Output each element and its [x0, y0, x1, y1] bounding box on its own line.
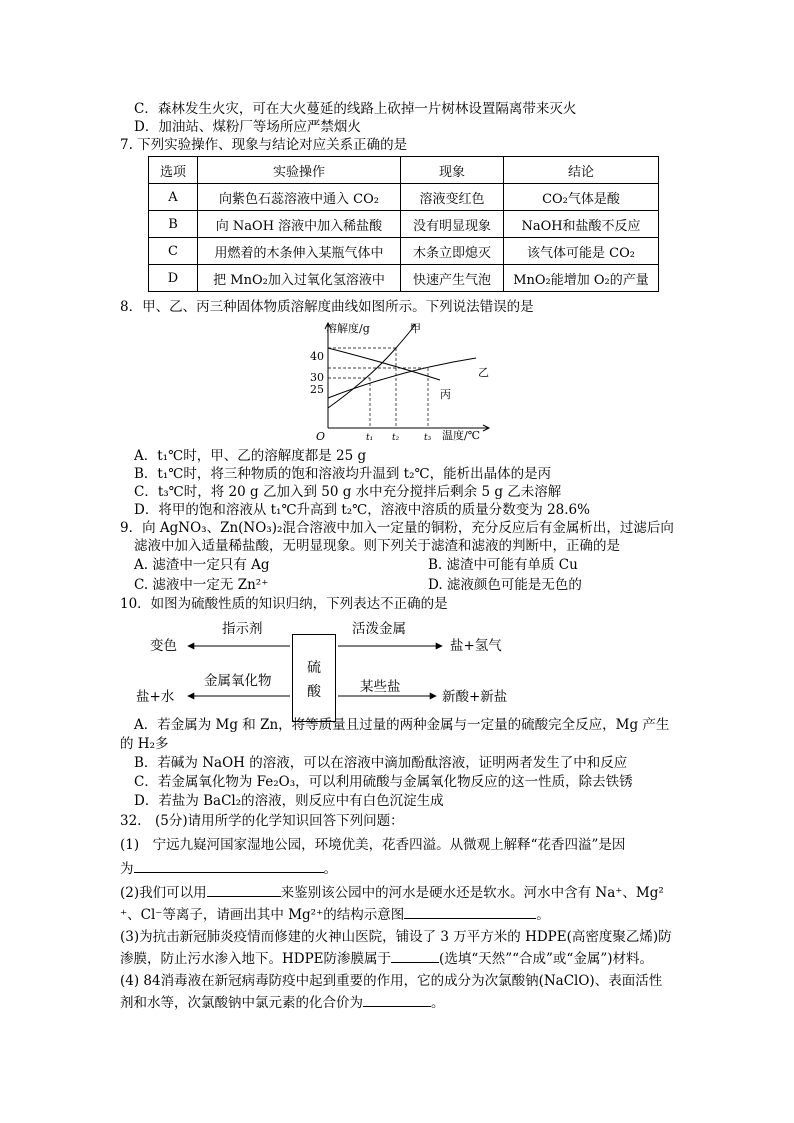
table-row: [149, 238, 659, 265]
table-cell: CO₂气体是酸: [504, 184, 659, 211]
q9-stem-line1: 9．向 AgNO₃、Zn(NO₃)₂混合溶液中加入一定量的铜粉，充分反应后有金属析出，过滤后向: [120, 520, 674, 536]
table-cell: NaOH和盐酸不反应: [504, 211, 659, 238]
label-some-salt: 某些盐: [360, 679, 401, 695]
q10-option-d: D．若盐为 BaCl₂的溶液，则反应中有白色沉淀生成: [134, 793, 444, 809]
table-header: 选项: [149, 157, 198, 184]
q32-1-line2: [120, 860, 337, 878]
q32-4-prefix: 剂和水等，次氯酸钠中氯元素的化合价为: [120, 995, 363, 1011]
q10-option-a-line2: 的 H₂多: [120, 736, 169, 752]
q10-option-b: B．若碱为 NaOH 的溶液，可以在溶液中滴加酚酞溶液，证明两者发生了中和反应: [134, 755, 628, 771]
table-cell: A: [149, 184, 198, 211]
q32-stem: 32. (5分)请用所学的化学知识回答下列问题：: [120, 813, 404, 829]
q32-1-line1: (1) 宁远九嶷河国家湿地公园，环境优美，花香四溢。从微观上解释“花香四溢”是因: [120, 837, 626, 853]
q8-option-b: B．t₁℃时，将三种物质的饱和溶液均升温到 t₂℃，能析出晶体的是丙: [134, 466, 552, 482]
q9-option-a: A. 滤渣中一定只有 Ag: [134, 557, 270, 573]
q10-stem: 10．如图为硫酸性质的知识归纳，下列表达不正确的是: [120, 596, 448, 612]
chart-x-tick: t₃: [424, 433, 432, 443]
q6-option-c: C．森林发生火灾，可在大火蔓延的线路上砍掉一片树林设置隔离带来灭火: [134, 101, 577, 117]
q32-2-line2: [120, 906, 550, 924]
table-cell: 向紫色石蕊溶液中通入 CO₂: [198, 184, 401, 211]
table-header: 结论: [504, 157, 659, 184]
series-label-yi: 乙: [478, 366, 489, 379]
q32-2-blank-diagram[interactable]: [404, 906, 536, 919]
q8-option-c: C．t₃℃时，将 20 g 乙加入到 50 g 水中充分搅拌后剩余 5 g 乙未溶解: [134, 484, 562, 500]
label-active-metal: 活泼金属: [352, 621, 406, 637]
q32-3-line2: [120, 950, 653, 968]
table-row: [149, 265, 659, 292]
chart-y-tick: 30: [310, 371, 324, 384]
chart-x-tick: t₁: [366, 433, 374, 443]
series-label-jia: 甲: [410, 322, 421, 335]
table-cell: 把 MnO₂加入过氧化氢溶液中: [198, 265, 401, 292]
label-color-change: 变色: [150, 638, 177, 654]
table-cell: D: [149, 265, 198, 292]
table-header-row: [149, 157, 659, 184]
q32-2-prefix: (2)我们可以用: [120, 885, 207, 901]
q7-stem: 7. 下列实验操作、现象与结论对应关系正确的是: [120, 137, 408, 153]
q32-2-line2-end: 。: [536, 907, 550, 923]
q32-2-line2-prefix: ⁺、Cl⁻等离子，请画出其中 Mg²⁺的结构示意图: [120, 907, 405, 923]
q9-option-d: D. 滤液颜色可能是无色的: [428, 577, 582, 593]
chart-origin-label: O: [316, 430, 326, 443]
label-metal-oxide: 金属氧化物: [204, 673, 272, 689]
q10-option-a-line1: A．若金属为 Mg 和 Zn，将等质量且过量的两种金属与一定量的硫酸完全反应，Mg 产生: [134, 717, 670, 733]
q7-table: [148, 156, 659, 292]
table-cell: 没有明显现象: [401, 211, 504, 238]
q9-option-c: C. 滤液中一定无 Zn²⁺: [134, 577, 269, 593]
table-cell: MnO₂能增加 O₂的产量: [504, 265, 659, 292]
q32-1-prefix: 为: [120, 861, 134, 877]
solubility-chart: [300, 316, 500, 446]
q32-3-blank[interactable]: [391, 950, 439, 963]
q9-option-b: B. 滤渣中可能有单质 Cu: [428, 557, 578, 573]
q32-2-line1: [120, 884, 664, 902]
table-cell: C: [149, 238, 198, 265]
table-header: 实验操作: [198, 157, 401, 184]
chart-y-tick: 25: [310, 383, 324, 396]
table-row: [149, 184, 659, 211]
q32-4-end: 。: [431, 995, 445, 1011]
label-salt-water: 盐+水: [136, 689, 175, 705]
q8-option-a: A．t₁℃时，甲、乙的溶解度都是 25 g: [134, 448, 367, 464]
table-header: 现象: [401, 157, 504, 184]
table-cell: B: [149, 211, 198, 238]
series-line-jia: [328, 324, 415, 408]
q32-3-suffix: (选填“天然”“合成”或“金属”)材料。: [439, 951, 653, 967]
chart-y-tick: 40: [310, 350, 324, 363]
q9-stem-line2: 滤液中加入适量稀盐酸，无明显现象。则下列关于滤渣和滤液的判断中，正确的是: [134, 538, 620, 554]
chart-ylabel: 溶解度/g: [326, 322, 370, 335]
table-cell: 用燃着的木条伸入某瓶气体中: [198, 238, 401, 265]
q32-3-prefix: 渗膜，防止污水渗入地下。HDPE防渗膜属于: [120, 951, 392, 967]
table-row: [149, 211, 659, 238]
table-cell: 木条立即熄灭: [401, 238, 504, 265]
series-label-bing: 丙: [440, 388, 451, 401]
label-indicator: 指示剂: [222, 621, 263, 637]
q32-4-line2: [120, 994, 445, 1012]
q32-4-line1: (4) 84消毒液在新冠病毒防疫中起到重要的作用，它的成分为次氯酸钠(NaClO)、表面活性: [120, 973, 663, 989]
center-char-2: 酸: [307, 684, 321, 700]
chart-xlabel: 温度/℃: [442, 429, 481, 442]
label-salt-hydrogen: 盐+氢气: [450, 638, 502, 654]
label-new-acid-salt: 新酸+新盐: [442, 689, 508, 705]
q32-2-suffix: 来鉴别该公园中的河水是硬水还是软水。河水中含有 Na⁺、Mg²: [280, 885, 664, 901]
q32-3-line1: (3)为抗击新冠肺炎疫情而修建的火神山医院，铺设了 3 万平方米的 HDPE(高密度聚乙烯)防: [120, 929, 672, 945]
table-cell: 溶液变红色: [401, 184, 504, 211]
table-cell: 该气体可能是 CO₂: [504, 238, 659, 265]
table-cell: 向 NaOH 溶液中加入稀盐酸: [198, 211, 401, 238]
q8-stem: 8．甲、乙、丙三种固体物质溶解度曲线如图所示。下列说法错误的是: [120, 299, 534, 315]
q8-option-d: D．将甲的饱和溶液从 t₁℃升高到 t₂℃，溶液中溶质的质量分数变为 28.6%: [134, 502, 590, 518]
series-line-bing: [328, 348, 440, 380]
q32-4-blank[interactable]: [363, 994, 431, 1007]
chart-x-tick: t₂: [392, 433, 400, 443]
table-cell: 快速产生气泡: [401, 265, 504, 292]
q10-option-c: C．若金属氧化物为 Fe₂O₃，可以利用硫酸与金属氧化物反应的这一性质，除去铁锈: [134, 774, 633, 790]
q32-1-end: 。: [323, 861, 337, 877]
q6-option-d: D．加油站、煤粉厂等场所应严禁烟火: [134, 119, 361, 135]
center-char-1: 硫: [307, 660, 321, 676]
q32-1-blank[interactable]: [134, 860, 324, 873]
q32-2-blank-reagent[interactable]: [207, 884, 281, 897]
